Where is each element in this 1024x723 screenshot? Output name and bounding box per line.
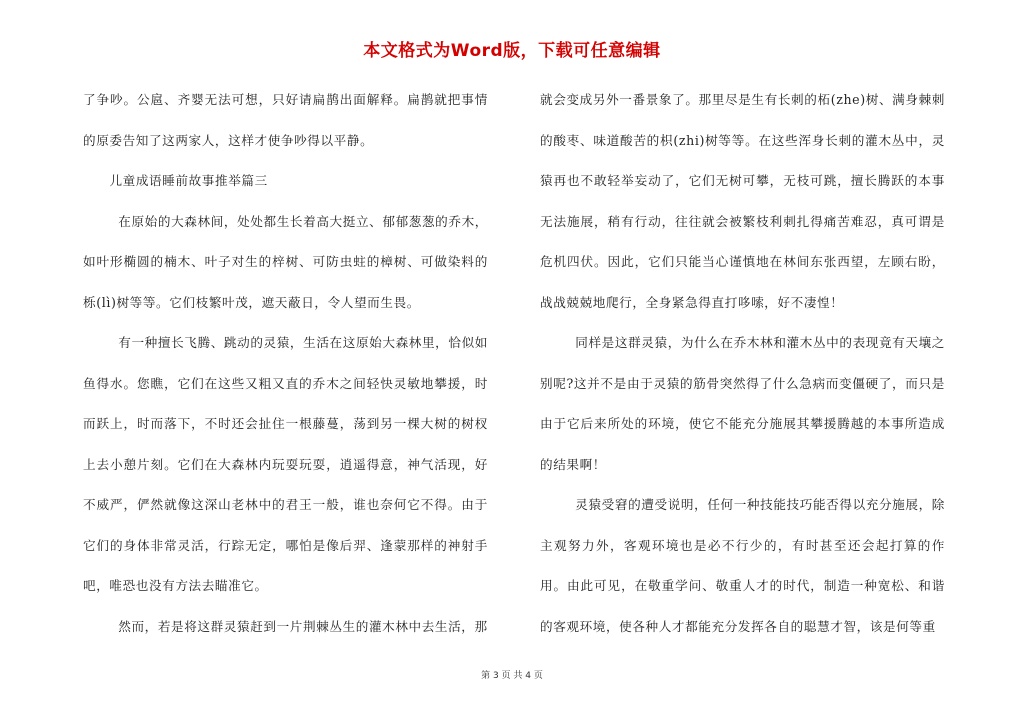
paragraph: 有一种擅长飞腾、跳动的灵猿，生活在这原始大森林里，恰似如鱼得水。您瞧，它们在这些又粗又直的乔木之间轻快灵敏地攀援，时而跃上，时而落下，不时还会扯住一根藤蔓，荡到另一棵大树的树杈上去小憩片刻。它们在大森林内玩耍玩耍，逍遥得意，神气活现，好不威严，俨然就像这深山老林中的君王一般，谁也奈何它不得。由于它们的身体非常灵活，行踪无定，哪怕是像后羿、逢蒙那样的神射手吧，唯恐也没有方法去瞄准它。 [83,335,488,593]
header-banner: 本文格式为Word版，下载可任意编辑 [363,41,661,61]
paragraph: 灵猿受窘的遭受说明，任何一种技能技巧能否得以充分施展，除主观努力外，客观环境也是必不行少的，有时甚至还会起打算的作用。由此可见，在敬重学问、敬重人才的时代，制造一种宽松、和谐的客观环境，使各种人才都能充分发挥各自的聪慧才智，该是何等重 [540,497,945,634]
paragraph: 就会变成另外一番景象了。那里尽是生有长刺的柘(zhe)树、满身棘刺的酸枣、味道酸苦的枳(zhi)树等等。在这些浑身长刺的灌木丛中，灵猿再也不敢轻举妄动了，它们无树可攀，无枝可跳，擅长腾跃的本事无法施展，稍有行动，往往就会被繁枝利刺扎得痛苦难忍，真可谓是危机四伏。因此，它们只能当心谨慎地在林间东张西望，左顾右盼，战战兢兢地爬行，全身紧急得直打哆嗦，好不凄惶！ [540,92,945,310]
right-column [540,80,945,647]
paragraph: 在原始的大森林间，处处都生长着高大挺立、郁郁葱葱的乔木，如叶形椭圆的楠木、叶子对生的梓树、可防虫蛀的樟树、可做染料的栎(lì)树等等。它们枝繁叶茂，遮天蔽日，令人望而生畏。 [83,213,488,310]
left-column [83,80,488,647]
paragraph: 同样是这群灵猿，为什么在乔木林和灌木丛中的表现竟有天壤之别呢?这并不是由于灵猿的筋骨突然得了什么急病而变僵硬了，而只是由于它后来所处的环境，使它不能充分施展其攀援腾越的本事所造成的结果啊！ [540,335,945,472]
section-heading: 儿童成语睡前故事推举篇三 [109,173,268,188]
paragraph: 了争吵。公扈、齐婴无法可想，只好请扁鹊出面解释。扁鹊就把事情的原委告知了这两家人，这样才使争吵得以平静。 [83,92,488,148]
paragraph: 然而，若是将这群灵猿赶到一片荆棘丛生的灌木林中去生活，那 [118,618,488,634]
page-number: 第 3 页 共 4 页 [481,671,543,681]
